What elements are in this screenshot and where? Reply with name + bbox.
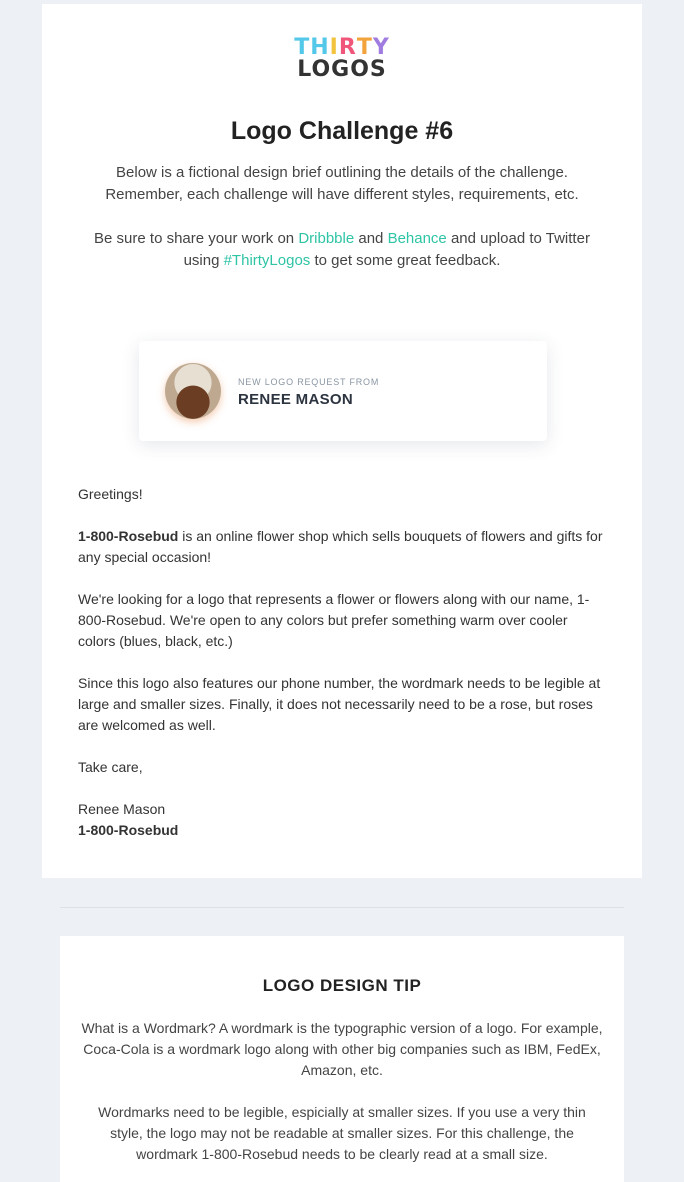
logo-letter: H — [310, 35, 330, 60]
share-and: and — [354, 230, 388, 247]
greeting: Greetings! — [78, 486, 143, 502]
hashtag-link[interactable]: #ThirtyLogos — [223, 252, 311, 269]
signoff: Take care, — [78, 759, 143, 775]
intro-text: Below is a fictional design brief outlining the details of the challenge. Remember, each challenge will have different styles, requirements, etc. — [105, 164, 579, 203]
sender-name: Renee Mason — [78, 801, 166, 817]
tip-paragraph: What is a Wordmark? A wordmark is the typographic version of a logo. For example, Coca-Cola is a wordmark logo along with other big companies such as IBM, FedEx, Amazon, etc. — [81, 1020, 603, 1078]
tip-card — [60, 936, 624, 1182]
behance-link[interactable]: Behance — [387, 230, 447, 247]
divider — [60, 907, 624, 908]
brief-paragraph — [78, 526, 606, 568]
brief-body — [78, 484, 606, 841]
page-title: Logo Challenge #6 — [230, 117, 454, 145]
logo-line-logos: LOGOS — [297, 57, 387, 82]
thirty-logos-logo[interactable] — [42, 37, 642, 81]
logo-letter: Y — [372, 35, 390, 60]
tip-title: LOGO DESIGN TIP — [262, 976, 422, 995]
request-card — [139, 341, 547, 441]
dribbble-link[interactable]: Dribbble — [298, 230, 355, 247]
signature — [78, 799, 606, 841]
brief-paragraph: Since this logo also features our phone number, the wordmark needs to be legible at large and smaller sizes. Finally, it does not necessarily need to be a rose, but roses are welcomed as well. — [78, 675, 601, 733]
brief-paragraph: We're looking for a logo that represents a flower or flowers along with our name, 1-800-Rosebud. We're open to any colors but prefer something warm over cooler colors (blues, black, etc.) — [78, 591, 590, 649]
logo-line-thirty — [42, 37, 642, 59]
tip-body — [80, 1018, 604, 1182]
logo-letter: I — [329, 35, 339, 60]
share-middle: and upload to Twitter using — [183, 230, 590, 269]
share-text — [82, 228, 602, 272]
sender-company: 1-800-Rosebud — [78, 822, 179, 838]
share-prefix: Be sure to share your work on — [94, 230, 299, 247]
company-name: 1-800-Rosebud — [78, 528, 179, 544]
avatar — [165, 363, 221, 419]
share-suffix: to get some great feedback. — [310, 252, 501, 269]
tip-paragraph: Wordmarks need to be legible, espicially at smaller sizes. If you use a very thin style, the logo may not be readable at smaller sizes. For this challenge, the wordmark 1-800-Rosebud needs to be clearly read at a small size. — [98, 1104, 586, 1162]
logo-letter: T — [294, 35, 311, 60]
request-label: NEW LOGO REQUEST FROM — [238, 377, 380, 387]
brief-paragraph-rest: is an online flower shop which sells bouquets of flowers and gifts for any special occasion! — [78, 528, 603, 565]
requester-name: RENEE MASON — [238, 391, 353, 408]
logo-letter: T — [356, 35, 373, 60]
logo-letter: R — [338, 35, 357, 60]
challenge-card — [42, 4, 642, 878]
